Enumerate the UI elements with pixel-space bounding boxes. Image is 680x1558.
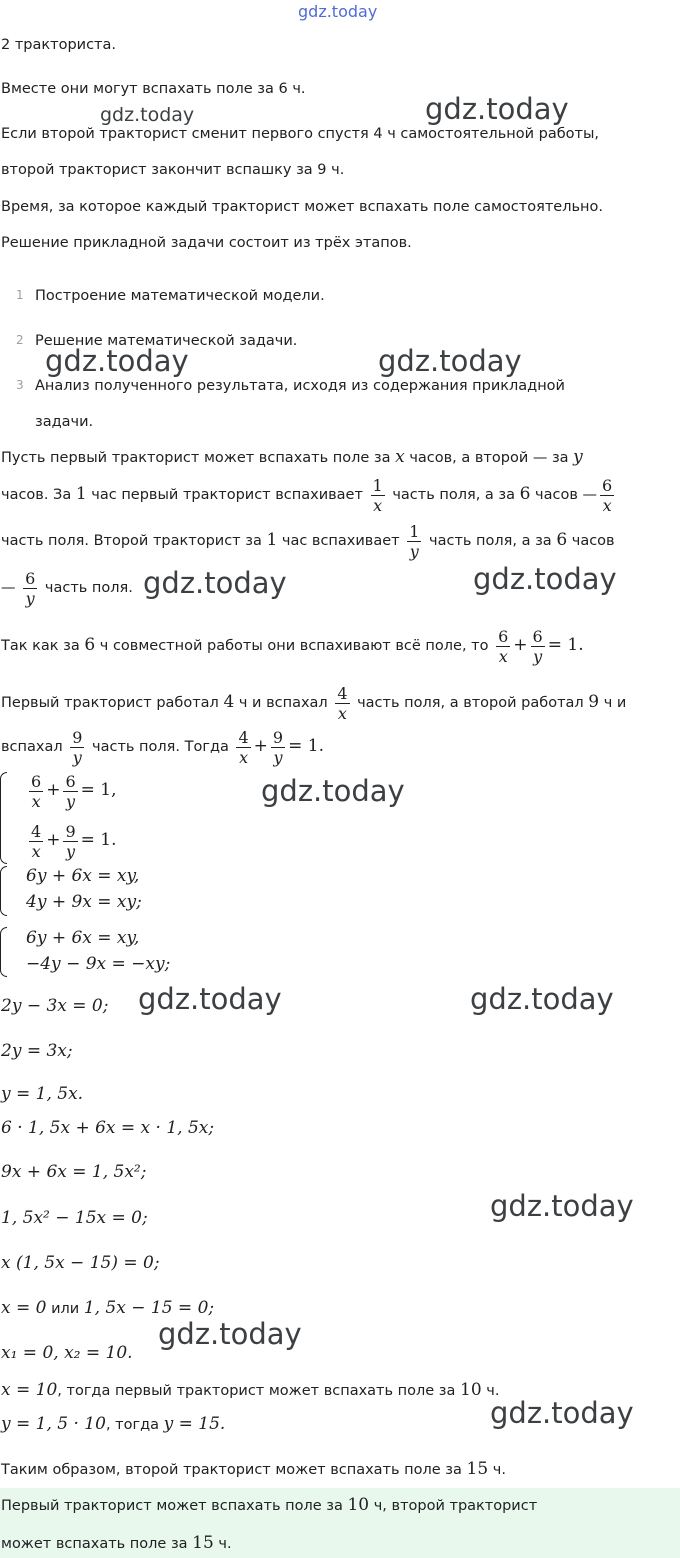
given-line-4: второй тракторист закончит вспашку за 9 ч. [1,162,345,178]
answer-line-2: может вспахать поле за 15 ч. [1,1533,232,1553]
watermark: gdz.today [45,344,189,378]
paragraph-rate-1: часов. За 1 час первый тракторист вспахивает $\frac{1}{x}$ часть поля, а за 6 часов — $\frac{6}{x}$ [1,475,613,515]
watermark: gdz.today [490,1396,634,1430]
step-text-1: Построение математической модели. [35,288,325,304]
given-line-5: Время, за которое каждый тракторист может вспахать поле самостоятельно. [1,199,603,215]
watermark: gdz.today [490,1189,634,1223]
equation-5: 9x + 6x = 1, 5x²; [1,1162,147,1182]
answer-block [0,1488,680,1558]
watermark: gdz.today [158,1317,302,1351]
system-brace-3 [0,927,7,977]
watermark: gdz.today [473,562,617,596]
paragraph-worked-1: Первый тракторист работал 4 ч и вспахал $\frac{4}{x}$ часть поля, а второй работал 9 ч и [1,683,627,723]
given-line-6: Решение прикладной задачи состоит из трёх этапов. [1,235,412,251]
equation-8: x = 0 или 1, 5x − 15 = 0; [1,1298,215,1318]
equation-2: 2y = 3x; [1,1041,73,1061]
watermark: gdz.today [378,344,522,378]
conclusion-line: Таким образом, второй тракторист может вспахать поле за 15 ч. [1,1459,506,1479]
paragraph-let: Пусть первый тракторист может вспахать поле за x часов, а второй — за y [1,447,583,467]
step-number-1: 1 [16,288,24,302]
given-line-3: Если второй тракторист сменит первого спустя 4 ч самостоятельной работы, [1,126,600,142]
step-number-3: 3 [16,378,24,392]
site-watermark-top: gdz.today [298,2,378,21]
equation-1: 2y − 3x = 0; [1,996,109,1016]
system3-eq2: −4y − 9x = −xy; [26,954,171,974]
system1-eq1: $\frac{6}{x}$ + $\frac{6}{y}$ = 1, [31,771,117,811]
system2-eq2: 4y + 9x = xy; [26,892,142,912]
watermark: gdz.today [261,774,405,808]
fraction-1-over-y: $\frac{1}{y}$ [409,521,420,561]
fraction-6-over-x: $\frac{6}{x}$ [602,475,613,515]
step-text-2: Решение математической задачи. [35,333,298,349]
watermark: gdz.today [100,104,195,126]
given-line-2: Вместе они могут вспахать поле за 6 ч. [1,81,306,97]
equation-9: x₁ = 0, x₂ = 10. [1,1343,133,1363]
paragraph-rate-3: — $\frac{6}{y}$ часть поля. [1,568,133,608]
equation-7: x (1, 5x − 15) = 0; [1,1253,160,1273]
given-line-1: 2 тракториста. [1,37,116,53]
equation-10: x = 10, тогда первый тракторист может вспахать поле за 10 ч. [1,1380,500,1400]
equation-4: 6 · 1, 5x + 6x = x · 1, 5x; [1,1118,215,1138]
system1-eq2: $\frac{4}{x}$ + $\frac{9}{y}$ = 1. [31,821,117,861]
system3-eq1: 6y + 6x = xy, [26,928,140,948]
paragraph-rate-2: часть поля. Второй тракторист за 1 час вспахивает $\frac{1}{y}$ часть поля, а за 6 часов [1,521,615,561]
step-text-3: Анализ полученного результата, исходя из содержания прикладной [35,378,565,394]
equation-11: y = 1, 5 · 10, тогда y = 15. [1,1414,226,1434]
system2-eq1: 6y + 6x = xy, [26,866,140,886]
paragraph-together: Так как за 6 ч совместной работы они вспахивают всё поле, то $\frac{6}{x}$ + $\frac{6}{y}$ = 1. [1,626,584,666]
paragraph-worked-2: вспахал $\frac{9}{y}$ часть поля. Тогда $\frac{4}{x}$ + $\frac{9}{y}$ = 1. [1,727,324,767]
watermark: gdz.today [143,566,287,600]
watermark: gdz.today [425,92,569,126]
system-brace-2 [0,866,7,916]
step-text-3-cont: задачи. [35,414,94,430]
system-brace-1 [0,772,7,864]
fraction-6-over-y: $\frac{6}{y}$ [25,568,36,608]
step-number-2: 2 [16,333,24,347]
equation-3: y = 1, 5x. [1,1084,84,1104]
fraction-1-over-x: $\frac{1}{x}$ [372,475,383,515]
watermark: gdz.today [138,982,282,1016]
watermark: gdz.today [470,982,614,1016]
answer-line-1: Первый тракторист может вспахать поле за 10 ч, второй тракторист [1,1495,538,1515]
equation-6: 1, 5x² − 15x = 0; [1,1208,148,1228]
